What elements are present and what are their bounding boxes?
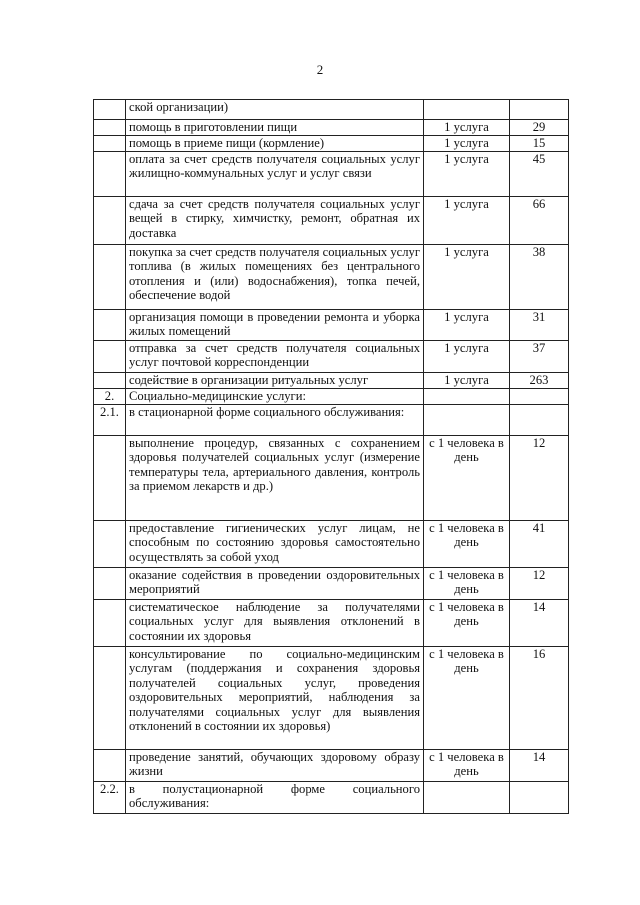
table-row [94, 135, 569, 151]
service-unit [424, 404, 510, 435]
table-row [94, 435, 569, 520]
row-number [94, 120, 126, 136]
service-tariff: 29 [510, 120, 569, 136]
service-tariff: 15 [510, 135, 569, 151]
row-number: 2. [94, 388, 126, 404]
service-name: систематическое наблюдение за получателями социальных услуг для выявления отклонений в состоянии их здоровья [126, 599, 424, 646]
table-row [94, 599, 569, 646]
row-number [94, 372, 126, 388]
service-tariff: 263 [510, 372, 569, 388]
page-number: 2 [316, 62, 324, 77]
service-name: ской организации) [126, 100, 424, 120]
service-unit: 1 услуга [424, 135, 510, 151]
service-tariff: 14 [510, 599, 569, 646]
table-row [94, 100, 569, 120]
service-unit: 1 услуга [424, 196, 510, 244]
service-name: Социально-медицинские услуги: [126, 388, 424, 404]
row-number [94, 567, 126, 599]
table-row [94, 151, 569, 196]
service-tariff [510, 388, 569, 404]
services-tariff-table [93, 99, 569, 814]
table-row [94, 309, 569, 340]
table-row [94, 749, 569, 781]
row-number [94, 309, 126, 340]
service-unit: с 1 человека в день [424, 749, 510, 781]
table-row [94, 646, 569, 749]
service-unit: 1 услуга [424, 340, 510, 372]
service-tariff: 37 [510, 340, 569, 372]
service-tariff: 14 [510, 749, 569, 781]
row-number [94, 435, 126, 520]
service-name: сдача за счет средств получателя социальных услуг вещей в стирку, химчистку, ремонт, обратная их доставка [126, 196, 424, 244]
row-number: 2.2. [94, 781, 126, 813]
table-row [94, 196, 569, 244]
service-unit: с 1 человека в день [424, 520, 510, 567]
row-number [94, 646, 126, 749]
row-number: 2.1. [94, 404, 126, 435]
service-name: в стационарной форме социального обслуживания: [126, 404, 424, 435]
service-unit: 1 услуга [424, 151, 510, 196]
service-name: оплата за счет средств получателя социальных услуг жилищно-коммунальных услуг и услуг связи [126, 151, 424, 196]
service-tariff: 45 [510, 151, 569, 196]
service-tariff: 31 [510, 309, 569, 340]
table-row [94, 120, 569, 136]
service-tariff [510, 781, 569, 813]
row-number [94, 244, 126, 309]
service-unit: 1 услуга [424, 244, 510, 309]
service-name: отправка за счет средств получателя социальных услуг почтовой корреспонденции [126, 340, 424, 372]
service-name: оказание содействия в проведении оздоровительных мероприятий [126, 567, 424, 599]
service-tariff: 16 [510, 646, 569, 749]
row-number [94, 151, 126, 196]
service-unit: 1 услуга [424, 309, 510, 340]
service-unit [424, 388, 510, 404]
table-row [94, 372, 569, 388]
row-number [94, 340, 126, 372]
row-number [94, 135, 126, 151]
service-unit: с 1 человека в день [424, 567, 510, 599]
row-number [94, 196, 126, 244]
service-name: содействие в организации ритуальных услуг [126, 372, 424, 388]
table-row [94, 781, 569, 813]
table-row [94, 567, 569, 599]
service-name: помощь в приеме пищи (кормление) [126, 135, 424, 151]
service-name: помощь в приготовлении пищи [126, 120, 424, 136]
table-row [94, 388, 569, 404]
service-unit [424, 781, 510, 813]
service-name: выполнение процедур, связанных с сохранением здоровья получателей социальных услуг (измерение температуры тела, артериального давления, контроль за приемом лекарств и др.) [126, 435, 424, 520]
service-unit: с 1 человека в день [424, 435, 510, 520]
service-tariff: 41 [510, 520, 569, 567]
service-name: в полустационарной форме социального обслуживания: [126, 781, 424, 813]
service-unit: с 1 человека в день [424, 599, 510, 646]
service-tariff: 66 [510, 196, 569, 244]
service-name: покупка за счет средств получателя социальных услуг топлива (в жилых помещениях без центрального отопления и (или) водоснабжения), топка печей, обеспечение водой [126, 244, 424, 309]
table-row [94, 340, 569, 372]
table-row [94, 404, 569, 435]
row-number [94, 599, 126, 646]
service-name: предоставление гигиенических услуг лицам, не способным по состоянию здоровья самостоятельно осуществлять за собой уход [126, 520, 424, 567]
service-tariff [510, 100, 569, 120]
service-unit [424, 100, 510, 120]
row-number [94, 520, 126, 567]
service-tariff: 38 [510, 244, 569, 309]
service-tariff: 12 [510, 567, 569, 599]
table-row [94, 520, 569, 567]
service-unit: 1 услуга [424, 120, 510, 136]
service-name: консультирование по социально-медицинским услугам (поддержания и сохранения здоровья получателей социальных услуг, проведения оздоровительных мероприятий, наблюдения за получателями социальных услуг для выявления отклонений в состоянии их здоровья) [126, 646, 424, 749]
service-tariff [510, 404, 569, 435]
row-number [94, 749, 126, 781]
service-unit: с 1 человека в день [424, 646, 510, 749]
service-tariff: 12 [510, 435, 569, 520]
service-name: организация помощи в проведении ремонта и уборка жилых помещений [126, 309, 424, 340]
row-number [94, 100, 126, 120]
table-row [94, 244, 569, 309]
service-unit: 1 услуга [424, 372, 510, 388]
service-name: проведение занятий, обучающих здоровому образу жизни [126, 749, 424, 781]
